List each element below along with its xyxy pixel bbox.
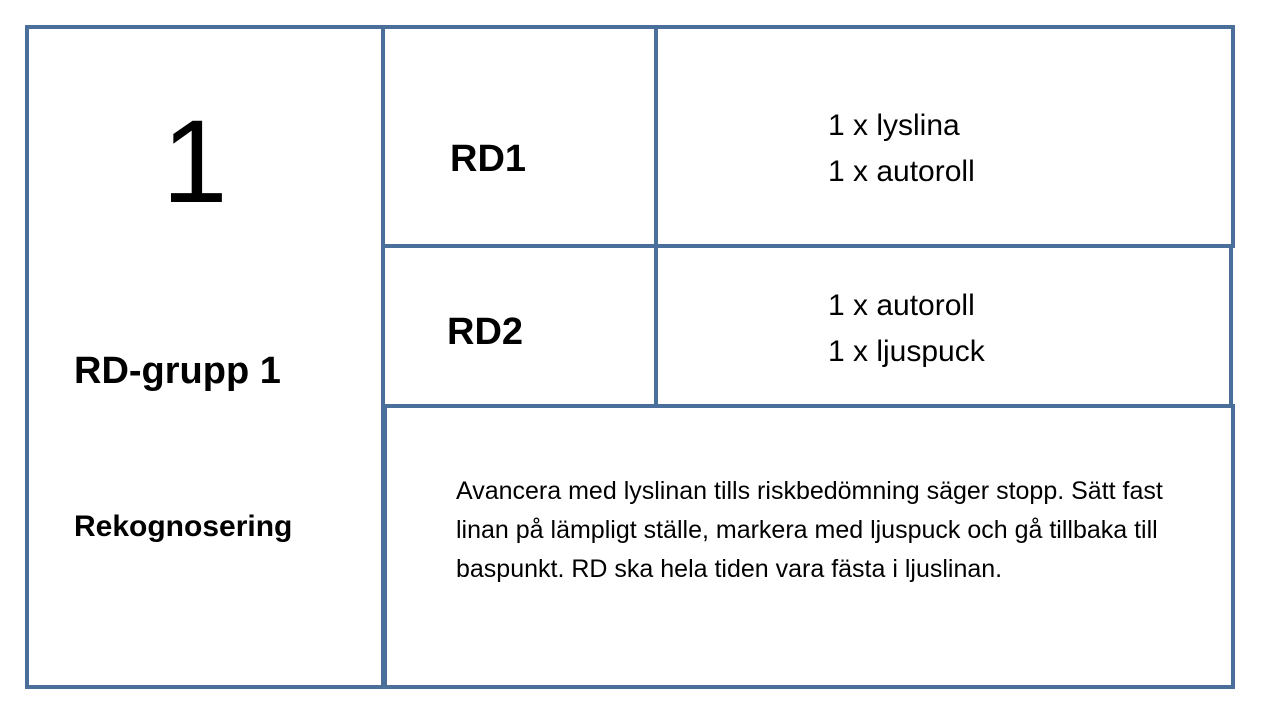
list-item: 1 x lyslina [828, 109, 960, 142]
group-number: 1 [162, 96, 228, 228]
rd1-label: RD1 [450, 138, 527, 180]
rd2-label: RD2 [447, 311, 524, 353]
rd1-label-cell [381, 25, 660, 248]
list-item: 1 x autoroll [828, 155, 975, 188]
rd1-equipment-list [828, 103, 975, 195]
group-name: RD-grupp 1 [74, 350, 281, 392]
list-item: 1 x ljuspuck [828, 335, 985, 368]
task-description: Avancera med lyslinan tills riskbedömning säger stopp. Sätt fast linan på lämpligt ställe, markera med ljuspuck och gå tillbaka till baspunkt. RD ska hela tiden vara fästa i ljuslinan. [456, 477, 1163, 583]
list-item: 1 x autoroll [828, 289, 975, 322]
rd2-equipment-list [828, 283, 985, 375]
task-type: Rekognosering [74, 510, 293, 543]
